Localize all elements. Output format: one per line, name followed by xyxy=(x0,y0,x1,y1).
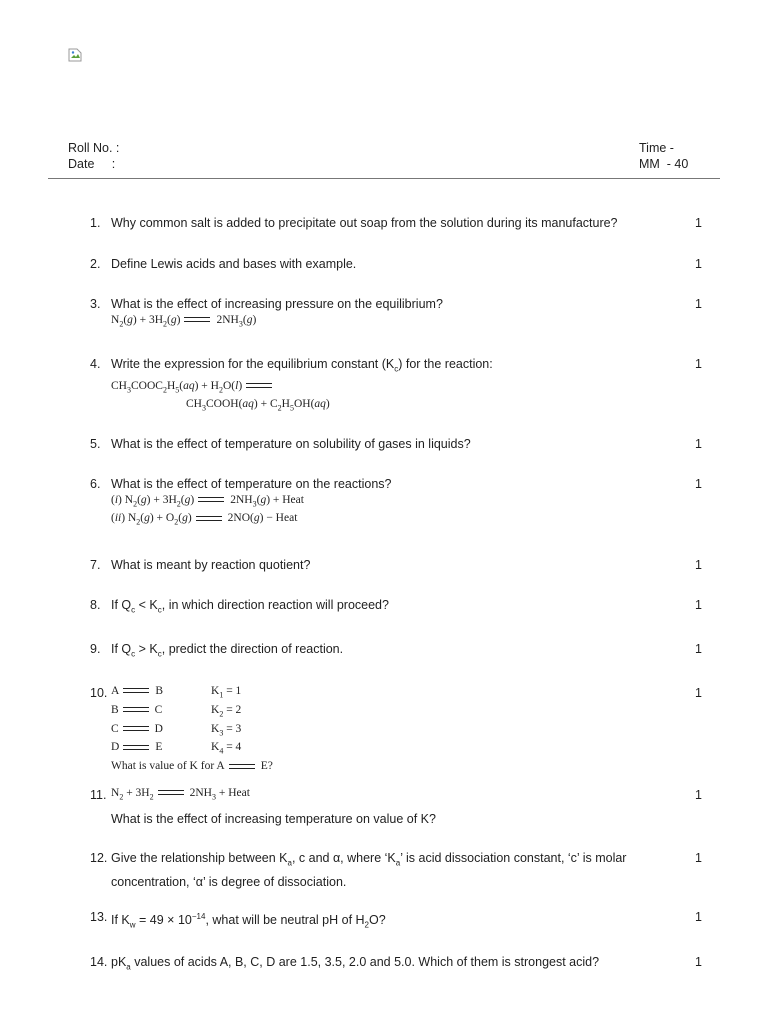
k-value-1: $K_1 = 1$ xyxy=(211,685,242,700)
question-text: Why common salt is added to precipitate out soap from the solution during its manufacture? xyxy=(111,216,618,230)
question-text: What is the effect of increasing pressure on the equilibrium? xyxy=(111,297,443,311)
equilibrium-arrow-icon xyxy=(246,381,274,391)
question-number: 5. xyxy=(90,437,101,451)
question-marks: 1 xyxy=(695,955,702,969)
question-2 xyxy=(90,255,700,273)
equilibrium-arrow-icon xyxy=(198,495,226,505)
question-text: What is the effect of temperature on the reactions? xyxy=(111,477,392,491)
question-number: 9. xyxy=(90,642,101,656)
roll-no-label: Roll No. : xyxy=(68,141,120,155)
question-8 xyxy=(90,596,700,620)
q10-question-line: What is value of K for A E? xyxy=(111,760,273,773)
question-marks: 1 xyxy=(695,558,702,572)
time-label: Time - xyxy=(639,141,674,155)
broken-image-icon xyxy=(68,48,82,62)
k-value-4: $K_4 = 4$ xyxy=(211,741,242,756)
header-divider xyxy=(48,178,720,179)
question-number: 8. xyxy=(90,598,101,612)
question-14 xyxy=(90,953,700,977)
question-number: 13. xyxy=(90,910,108,924)
question-text: $pK_a$ values of acids A, B, C, D are 1.5, 3.5, 2.0 and 5.0. Which of them is strongest acid? xyxy=(111,955,600,972)
equation-image: $N_2 + 3H_2$ $2NH_3$ + Heat xyxy=(111,787,250,802)
equilibrium-arrow-icon xyxy=(158,788,186,798)
equilibrium-arrow-icon xyxy=(196,514,224,524)
max-marks-label: MM - 40 xyxy=(639,157,689,171)
equilibrium-arrow-icon xyxy=(184,315,212,325)
question-3 xyxy=(90,295,700,331)
reaction-3: C D xyxy=(111,722,163,735)
question-text: What is the effect of increasing temperature on value of K? xyxy=(111,812,436,827)
date-label: Date : xyxy=(68,157,116,171)
question-text: What is the effect of temperature on solubility of gases in liquids? xyxy=(111,437,471,451)
question-text: Define Lewis acids and bases with example. xyxy=(111,257,357,271)
question-number: 14. xyxy=(90,955,108,969)
question-marks: 1 xyxy=(695,686,702,700)
question-6 xyxy=(90,475,700,530)
question-12 xyxy=(90,849,700,891)
equation-image: $N_2(g) + 3H_2(g)$ $2NH_3(g)$ xyxy=(111,314,257,329)
equation-image-line2: $CH_3COOH(aq) + C_2H_5OH(aq)$ xyxy=(186,397,330,413)
question-number: 10. xyxy=(90,686,108,700)
question-marks: 1 xyxy=(695,437,702,451)
question-marks: 1 xyxy=(695,851,702,865)
question-number: 2. xyxy=(90,257,101,271)
question-13 xyxy=(90,908,700,935)
question-10 xyxy=(90,684,700,774)
question-number: 6. xyxy=(90,477,101,491)
question-number: 12. xyxy=(90,851,108,865)
question-text: What is meant by reaction quotient? xyxy=(111,558,311,572)
question-marks: 1 xyxy=(695,788,702,802)
question-number: 1. xyxy=(90,216,101,230)
question-text: If $Q_c < K_c$, in which direction reaction will proceed? xyxy=(111,598,389,615)
reaction-4: D E xyxy=(111,741,163,754)
question-marks: 1 xyxy=(695,477,702,491)
question-text: If $K_w = 49 \times 10^{-14}$, what will be neutral pH of $H_2O$? xyxy=(111,912,386,930)
reaction-2: B C xyxy=(111,703,163,716)
question-1 xyxy=(90,214,700,232)
question-marks: 1 xyxy=(695,357,702,371)
question-marks: 1 xyxy=(695,910,702,924)
question-text: Give the relationship between $K_a$, c and α, where ‘$K_a$’ is acid dissociation constant, ‘c’ is molar concentration, ‘α’ is degree of dissociation. xyxy=(111,851,627,889)
reaction-1: A B xyxy=(111,685,163,697)
question-marks: 1 xyxy=(695,642,702,656)
equation-image: (ii) $N_2(g) + O_2(g) 2NO(g)$ − Heat xyxy=(111,512,298,527)
equation-image: (i) $N_2(g) + 3H_2(g) 2NH_3(g)$ + Heat xyxy=(111,494,304,509)
question-11 xyxy=(90,786,700,828)
question-text: If $Q_c > K_c$, predict the direction of reaction. xyxy=(111,642,344,659)
question-number: 11. xyxy=(90,788,107,802)
question-text: Write the expression for the equilibrium constant $(K_c)$ for the reaction: xyxy=(111,357,493,374)
header-right xyxy=(639,140,688,172)
question-5 xyxy=(90,435,700,453)
question-4 xyxy=(90,355,700,415)
question-9 xyxy=(90,640,700,664)
question-marks: 1 xyxy=(695,297,702,311)
question-number: 4. xyxy=(90,357,101,371)
k-value-2: $K_2 = 2$ xyxy=(211,703,242,719)
question-number: 7. xyxy=(90,558,101,572)
question-marks: 1 xyxy=(695,216,702,230)
equation-image: $CH_3COOC_2H_5(aq) + H_2O(l)$ xyxy=(111,379,700,397)
question-number: 3. xyxy=(90,297,101,311)
equilibria-table xyxy=(111,684,700,759)
question-7 xyxy=(90,556,700,574)
header-left xyxy=(68,140,119,172)
k-value-3: $K_3 = 3$ xyxy=(211,722,242,737)
question-marks: 1 xyxy=(695,598,702,612)
question-marks: 1 xyxy=(695,257,702,271)
